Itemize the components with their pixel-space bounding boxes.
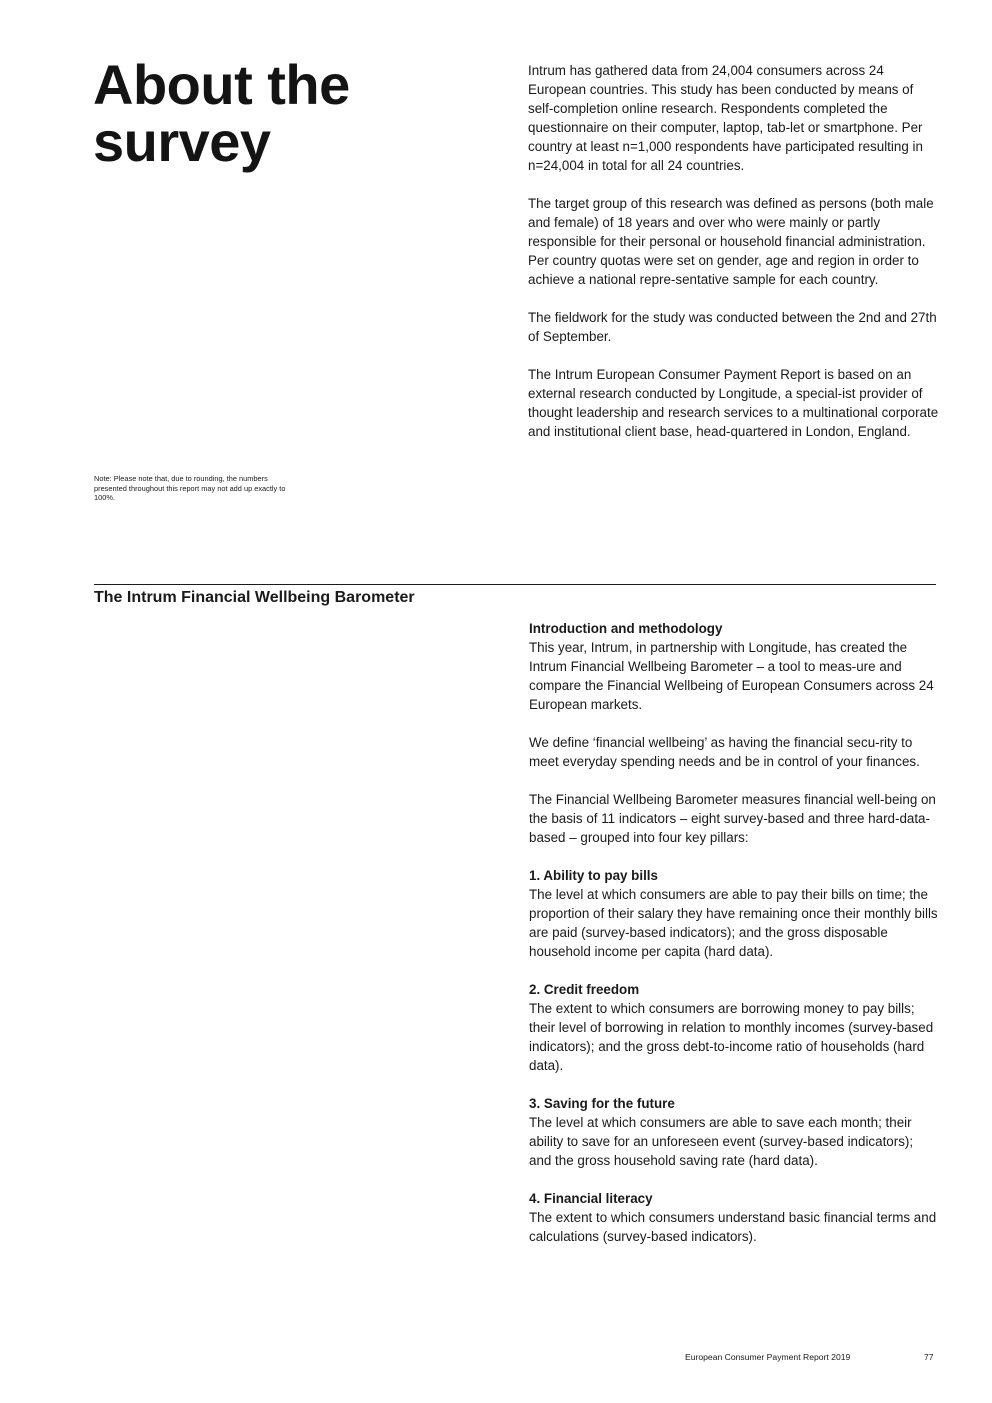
intro-paragraph: Intrum has gathered data from 24,004 consumers across 24 European countries. This study has been conducted by means of self-completion online research. Respondents completed the questionnaire on their computer, laptop, tab-let or smartphone. Per country at least n=1,000 respondents have participated resulting in n=24,004 in total for all 24 countries. xyxy=(528,63,923,173)
page-title-line-2: survey xyxy=(93,110,271,173)
pillar-body: The extent to which consumers are borrowing money to pay bills; their level of borrowing in relation to monthly incomes (survey-based indicators); and the gross debt-to-income ratio of households (hard data). xyxy=(529,1001,934,1073)
pillar-item xyxy=(529,866,939,961)
pillar-item xyxy=(529,980,939,1075)
section-title: The Intrum Financial Wellbeing Barometer xyxy=(94,589,415,606)
pillar-item xyxy=(529,1189,939,1246)
pillar-heading: 4. Financial literacy xyxy=(529,1191,653,1206)
rounding-note: Note: Please note that, due to rounding, the numbers presented throughout this report may not add up exactly to 100%. xyxy=(94,474,286,503)
pillar-heading: 2. Credit freedom xyxy=(529,982,640,997)
barometer-measures: The Financial Wellbeing Barometer measures financial well-being on the basis of 11 indicators – eight survey-based and three hard-data-based – grouped into four key pillars: xyxy=(529,792,936,845)
page-title xyxy=(93,53,453,173)
wellbeing-definition: We define ‘financial wellbeing’ as having the financial secu-rity to meet everyday spending needs and be in control of your finances. xyxy=(529,735,920,769)
methodology-intro xyxy=(529,619,939,714)
pillar-body: The level at which consumers are able to save each month; their ability to save for an unforeseen event (survey-based indicators); and the gross household saving rate (hard data). xyxy=(529,1115,914,1168)
page-number: 77 xyxy=(924,1352,934,1362)
survey-description xyxy=(528,61,940,460)
pillar-body: The extent to which consumers understand basic financial terms and calculations (survey-based indicators). xyxy=(529,1210,937,1244)
pillar-heading: 1. Ability to pay bills xyxy=(529,868,658,883)
intro-paragraph: The target group of this research was defined as persons (both male and female) of 18 years and over who were mainly or partly responsible for their personal or household financial administration. Per country quotas were set on gender, age and region in order to achieve a national repre-sentative sample for each country. xyxy=(528,196,934,287)
intro-paragraph: The Intrum European Consumer Payment Report is based on an external research conducted by Longitude, a special-ist provider of thought leadership and research services to a multinational corporate and institutional client base, head-quartered in London, England. xyxy=(528,367,939,439)
footer-report-title: European Consumer Payment Report 2019 xyxy=(685,1352,851,1362)
pillar-body: The level at which consumers are able to pay their bills on time; the proportion of their salary they have remaining once their monthly bills are paid (survey-based indicators); and the gross disposable household income per capita (hard data). xyxy=(529,887,938,959)
page-title-line-1: About the xyxy=(93,53,350,116)
pillar-heading: 3. Saving for the future xyxy=(529,1096,675,1111)
methodology-column xyxy=(529,619,939,1265)
intro-paragraph: The fieldwork for the study was conducted between the 2nd and 27th of September. xyxy=(528,310,937,344)
pillar-item xyxy=(529,1094,939,1170)
section-divider xyxy=(94,584,936,585)
methodology-heading: Introduction and methodology xyxy=(529,621,723,636)
methodology-body: This year, Intrum, in partnership with Longitude, has created the Intrum Financial Wellbeing Barometer – a tool to meas-ure and compare the Financial Wellbeing of European Consumers across 24 European markets. xyxy=(529,640,934,712)
